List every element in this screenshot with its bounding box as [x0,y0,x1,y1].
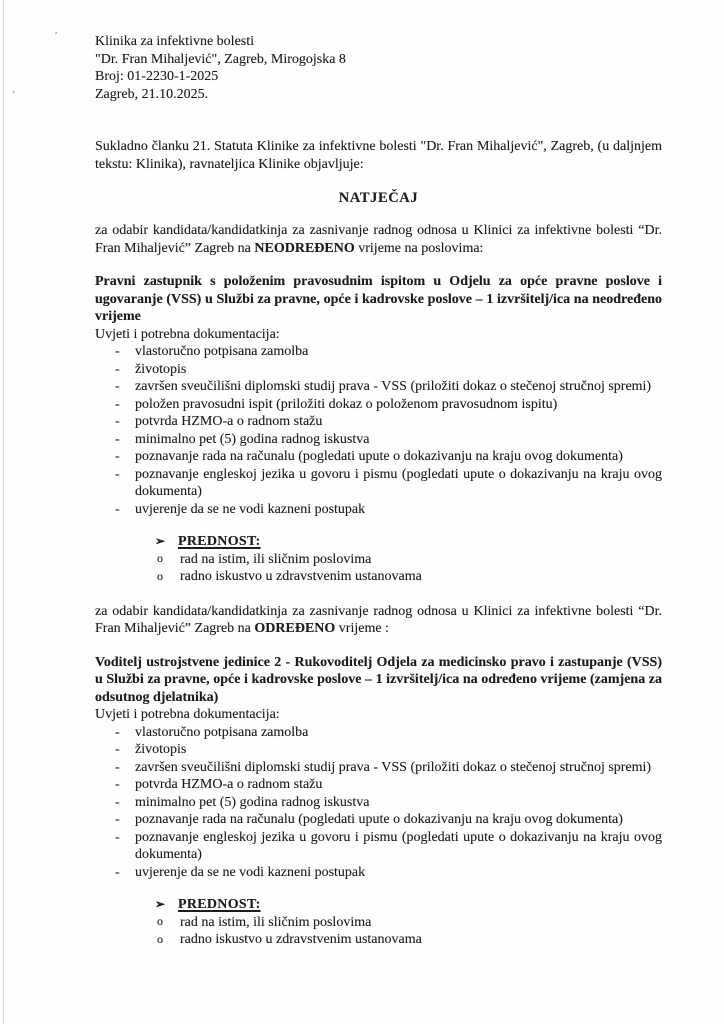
dash-bullet-icon: - [115,414,120,429]
intro-paragraph: Sukladno članku 21. Statuta Klinike za infektivne bolesti "Dr. Fran Mihaljević", Zagreb, (u daljnjem tekstu: Klinika), ravnateljica Klinike objavljuje: [95,139,662,172]
circle-bullet-icon: o [157,931,163,946]
requirement-item [95,343,662,361]
advantage-text: radno iskustvo u zdravstvenim ustanovama [180,932,422,947]
requirement-text: uvjerenje da se ne vodi kazneni postupak [135,501,366,517]
advantage-item [95,914,662,932]
requirement-text: životopis [135,361,187,377]
requirement-text: poznavanje rada na računalu (pogledati upute o dokazivanju na kraju ovog dokumenta) [135,812,623,827]
advantage-label: PREDNOST: [178,897,261,912]
requirement-text: poznavanje rada na računalu (pogledati upute o dokazivanju na kraju ovog dokumenta) [135,449,623,464]
requirements-label-1: Uvjeti i potrebna dokumentacija: [95,326,280,342]
requirement-text: vlastoručno potpisana zamolba [135,724,309,740]
requirement-item [95,396,662,414]
requirement-text: potvrda HZMO-a o radnom stažu [135,414,323,429]
requirement-item [95,431,662,449]
document-title: NATJEČAJ [338,190,419,206]
requirement-text: poznavanje engleskoj jezika u govoru i pismu (pogledati upute o dokazivanju na kraju ovog dokumenta) [135,466,662,499]
dash-bullet-icon: - [115,449,120,464]
circle-bullet-icon: o [157,568,163,583]
dash-bullet-icon: - [115,379,120,394]
vacancy-lead-fixed-term [95,603,662,638]
requirements-list-2 [95,724,662,882]
dash-bullet-icon: - [115,812,120,827]
requirement-item [95,466,662,501]
requirement-text: minimalno pet (5) godina radnog iskustva [135,794,370,810]
letterhead-line-address: "Dr. Fran Mihaljević", Zagreb, Mirogojska 8 [95,51,346,67]
requirement-item [95,741,662,759]
dash-bullet-icon: - [115,829,120,845]
lead-text: za odabir kandidata/kandidatkinja za zasnivanje radnog odnosa u Klinici za infektivne bolesti “Dr. Fran Mihaljević” Zagreb na [95,223,662,256]
requirement-text: poznavanje engleskoj jezika u govoru i pismu (pogledati upute o dokazivanju na kraju ovog dokumenta) [135,829,662,862]
requirement-text: završen sveučilišni diplomski studij prava - VSS (priložiti dokaz o stečenoj stručnoj spremi) [135,379,652,394]
lead-emphasis: ODREĐENO [254,621,336,636]
advantage-text: rad na istim, ili sličnim poslovima [180,914,372,930]
circle-bullet-icon: o [157,551,163,565]
letterhead [95,33,662,103]
requirement-text: uvjerenje da se ne vodi kazneni postupak [135,864,366,880]
dash-bullet-icon: - [115,794,120,810]
requirements-list-1 [95,343,662,518]
dash-bullet-icon: - [115,466,120,482]
requirement-text: položen pravosudni ispit (priložiti dokaz o položenom pravosudnom ispitu) [135,396,558,412]
lead-text: vrijeme : [335,621,389,636]
advantage-text: rad na istim, ili sličnim poslovima [180,551,372,567]
scan-edge-line [3,0,4,1024]
requirement-item [95,361,662,379]
dash-bullet-icon: - [115,344,120,359]
scan-speck: ’ [52,29,59,41]
advantage-item [95,551,662,569]
requirement-item [95,413,662,431]
dash-bullet-icon: - [115,759,120,775]
requirements-label-2: Uvjeti i potrebna dokumentacija: [95,707,280,722]
arrow-bullet-icon: ➢ [155,897,166,911]
dash-bullet-icon: - [115,864,120,880]
requirement-text: životopis [135,742,187,757]
advantage-header [95,896,662,914]
advantage-item [95,568,662,586]
letterhead-line-number: Broj: 01-2230-1-2025 [95,69,219,84]
requirement-item [95,794,662,812]
vacancy-lead-indefinite [95,222,662,257]
job-title-2: Voditelj ustrojstvene jedinice 2 - Rukovoditelj Odjela za medicinsko pravo i zastupanje (VSS) u Službi za pravne, opće i kadrovske poslove – 1 izvršitelj/ica na određeno vrijeme (zamjena za odsutnog djelatnika) [95,654,662,705]
requirement-item [95,378,662,396]
advantage-list-1 [95,551,662,586]
requirement-text: minimalno pet (5) godina radnog iskustva [135,431,370,447]
advantage-list-2 [95,914,662,949]
advantage-item [95,931,662,949]
arrow-bullet-icon: ➢ [155,534,166,548]
dash-bullet-icon: - [115,396,120,412]
dash-bullet-icon: - [115,361,120,377]
advantage-text: radno iskustvo u zdravstvenim ustanovama [180,569,422,584]
requirement-item [95,724,662,742]
dash-bullet-icon: - [115,724,120,740]
dash-bullet-icon: - [115,431,120,447]
lead-text: vrijeme na poslovima: [354,240,484,256]
requirement-item [95,829,662,864]
requirement-text: potvrda HZMO-a o radnom stažu [135,777,323,792]
scan-speck: ʳ [12,87,16,99]
requirement-text: vlastoručno potpisana zamolba [135,344,309,359]
requirement-item [95,759,662,777]
dash-bullet-icon: - [115,777,120,792]
advantage-header [95,533,662,551]
lead-text: za odabir kandidata/kandidatkinja za zasnivanje radnog odnosa u Klinici za infektivne bolesti “Dr. Fran Mihaljević” Zagreb na [95,603,662,636]
letterhead-line-institution: Klinika za infektivne bolesti [95,34,255,49]
advantage-block-2 [95,896,662,949]
requirement-item [95,776,662,794]
dash-bullet-icon: - [115,742,120,757]
requirement-item [95,864,662,882]
advantage-label: PREDNOST: [178,534,261,549]
document-content [95,0,662,949]
advantage-block-1 [95,533,662,586]
requirement-text: završen sveučilišni diplomski studij prava - VSS (priložiti dokaz o stečenoj stručnoj spremi) [135,759,652,775]
dash-bullet-icon: - [115,501,120,517]
circle-bullet-icon: o [157,914,163,928]
requirement-item [95,501,662,519]
lead-emphasis: NEODREĐENO [254,240,355,256]
job-title-1: Pravni zastupnik s položenim pravosudnim ispitom u Odjelu za opće pravne poslove i ugovaranje (VSS) u Službi za pravne, opće i kadrovske poslove – 1 izvršitelj/ica na neodređeno vrijeme [95,274,662,324]
requirement-item [95,811,662,829]
requirement-item [95,448,662,466]
letterhead-line-date: Zagreb, 21.10.2025. [95,86,209,102]
